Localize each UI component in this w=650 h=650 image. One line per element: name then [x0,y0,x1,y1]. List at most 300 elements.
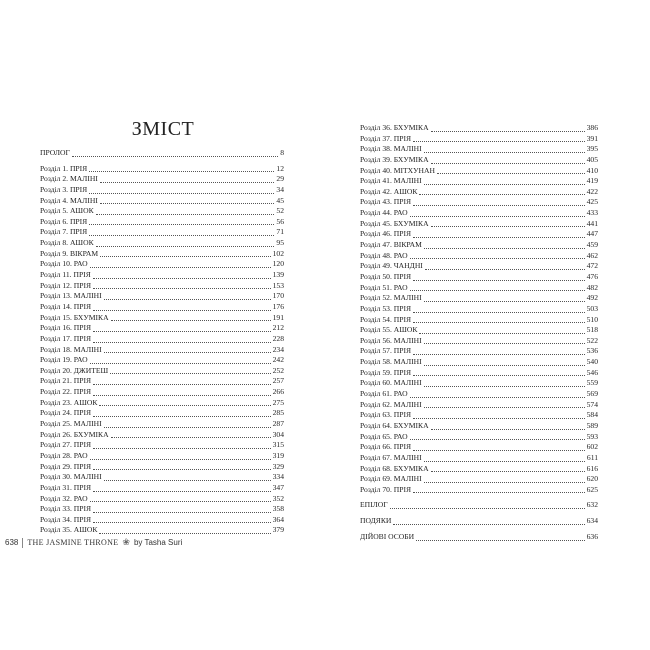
toc-entry [360,176,598,187]
dot-leader [413,312,585,313]
toc-entry-label: Розділ 41. МАЛІНІ [360,176,422,186]
toc-entry [360,389,598,400]
dot-leader [72,156,278,157]
book-title: THE JASMINE THRONE [27,538,119,547]
dot-leader [410,290,585,291]
toc-entry-page: 540 [586,357,598,367]
toc-entry-label: Розділ 39. БХУМІКА [360,154,429,164]
toc-entry-label: Розділ 60. МАЛІНІ [360,378,422,388]
toc-entry-label: Розділ 23. АШОК [40,397,98,407]
toc-entry-label: Розділ 65. РАО [360,431,408,441]
toc-entry-label: Розділ 46. ПРІЯ [360,229,412,239]
toc-entry [40,472,284,483]
dot-leader [89,171,274,172]
toc-entry-page: 410 [586,165,598,175]
toc-entry-page: 634 [586,516,598,526]
toc-entry-page: 636 [586,532,598,542]
toc-entry-label: Розділ 55. АШОК [360,325,418,335]
toc-entry-page: 510 [586,314,598,324]
toc-entry-page: 212 [272,323,284,333]
dot-leader [104,480,271,481]
dot-leader [93,416,271,417]
dot-leader [424,152,585,153]
dot-leader [90,363,271,364]
dot-leader [93,522,271,523]
toc-entry-label: Розділ 63. ПРІЯ [360,410,412,420]
toc-entry [40,462,284,473]
toc-entry-label: Розділ 15. БХУМІКА [40,312,109,322]
dot-leader [93,278,271,279]
toc-entry-page: 139 [272,270,284,280]
toc-entry-label: Розділ 37. ПРІЯ [360,133,412,143]
toc-entry-label: Розділ 31. ПРІЯ [40,482,92,492]
toc-entry [360,293,598,304]
toc-entry-page: 252 [272,365,284,375]
toc-entry-label: Розділ 62. МАЛІНІ [360,399,422,409]
toc-entry-page: 285 [272,408,284,418]
toc-entry-page: 518 [586,325,598,335]
toc-entry-page: 536 [586,346,598,356]
toc-entry-page: 275 [272,397,284,407]
toc-entry-label: Розділ 50. ПРІЯ [360,271,412,281]
dot-leader [413,141,585,142]
dot-leader [410,258,585,259]
toc-entry-page: 433 [586,208,598,218]
toc-entry [360,197,598,208]
toc-entry [360,261,598,272]
dot-leader [93,448,271,449]
toc-entry-page: 425 [586,197,598,207]
toc-entry-label: Розділ 22. ПРІЯ [40,387,92,397]
dot-leader [425,269,585,270]
toc-entry [360,421,598,432]
toc-entry-label: Розділ 64. БХУМІКА [360,420,429,430]
toc-entry-page: 589 [586,420,598,430]
toc-entry-label: Розділ 10. РАО [40,259,88,269]
toc-entry [40,313,284,324]
toc-entry [40,430,284,441]
dot-leader [424,365,585,366]
dot-leader [90,501,271,502]
toc-entry-page: 304 [272,429,284,439]
toc-entry-label: Розділ 3. ПРІЯ [40,184,88,194]
toc-entry-page: 632 [586,500,598,510]
toc-entry-page: 153 [272,280,284,290]
toc-entry-page: 170 [272,291,284,301]
toc-entry-label: Розділ 32. РАО [40,493,88,503]
toc-entry [40,217,284,228]
toc-entry [40,504,284,515]
dot-leader [413,375,585,376]
dot-leader [424,482,585,483]
toc-entry-label: Розділ 9. ВІКРАМ [40,248,99,258]
toc-entry-page: 386 [586,123,598,132]
toc-entry-page: 611 [586,452,598,462]
toc-entry [40,291,284,302]
toc-entry [40,148,284,159]
toc-entry-page: 347 [272,482,284,492]
toc-entry [360,474,598,485]
toc-entry-page: 492 [586,293,598,303]
toc-entry [360,304,598,315]
toc-entry-label: Розділ 17. ПРІЯ [40,333,92,343]
dot-leader [104,427,271,428]
toc-entry-page: 257 [272,376,284,386]
dot-leader [93,331,271,332]
dot-leader [89,224,274,225]
toc-entry [40,376,284,387]
toc-entry-label: Розділ 1. ПРІЯ [40,163,88,173]
toc-entry [360,357,598,368]
toc-entry-label: Розділ 40. МІТХУНАН [360,165,435,175]
toc-entry-page: 569 [586,389,598,399]
toc-entry-label: Розділ 2. МАЛІНІ [40,174,98,184]
dot-leader [413,280,585,281]
toc-entry-label: Розділ 29. ПРІЯ [40,461,92,471]
dot-leader [431,131,585,132]
toc-entry [40,281,284,292]
toc-entry-page: 228 [272,333,284,343]
toc-entry [360,346,598,357]
dot-leader [100,203,275,204]
dot-leader [93,512,271,513]
toc-entry-page: 602 [586,442,598,452]
dot-leader [104,299,271,300]
toc-entry [360,283,598,294]
dot-leader [110,373,270,374]
toc-entry [40,525,284,536]
dot-leader [424,407,585,408]
toc-entry-label: Розділ 7. ПРІЯ [40,227,88,237]
toc-entry-page: 45 [276,195,284,205]
toc-entry-label: Розділ 54. ПРІЯ [360,314,412,324]
dot-leader [431,226,585,227]
toc-entry [360,134,598,145]
dot-leader [413,322,585,323]
toc-entry [360,531,598,543]
toc-entry-page: 472 [586,261,598,271]
toc-entry-page: 546 [586,367,598,377]
page-title: ЗМІСТ [131,118,195,140]
dot-leader [90,267,271,268]
dot-leader [431,471,585,472]
dot-leader [93,342,271,343]
toc-entry-label: Розділ 19. РАО [40,355,88,365]
toc-entry-label: Розділ 28. РАО [40,450,88,460]
toc-entry-page: 559 [586,378,598,388]
toc-entry-label: Розділ 16. ПРІЯ [40,323,92,333]
dot-leader [390,508,585,509]
dot-leader [431,429,585,430]
dot-leader [111,437,271,438]
toc-entry [40,206,284,217]
dot-leader [424,461,585,462]
toc-entry [360,166,598,177]
toc-entry [360,240,598,251]
toc-entry-page: 616 [586,463,598,473]
toc-entry-label: Розділ 6. ПРІЯ [40,216,88,226]
dot-leader [413,354,585,355]
toc-entry [360,464,598,475]
toc-entry-label: Розділ 27. ПРІЯ [40,440,92,450]
toc-entry [360,453,598,464]
toc-entry-label: Розділ 47. ВІКРАМ [360,240,422,250]
toc-entry-page: 419 [586,176,598,186]
toc-entry-label: Розділ 26. БХУМІКА [40,429,109,439]
toc-entry-page: 287 [272,419,284,429]
dot-leader [424,184,585,185]
toc-entry-label: Розділ 34. ПРІЯ [40,514,92,524]
toc-entry [360,325,598,336]
toc-entry-label: Розділ 24. ПРІЯ [40,408,92,418]
toc-entry-page: 95 [276,238,284,248]
dot-leader [93,288,271,289]
toc-entry-page: 71 [276,227,284,237]
toc-entry-label: Розділ 38. МАЛІНІ [360,144,422,154]
toc-entry-label: Розділ 45. БХУМІКА [360,218,429,228]
toc-entry-page: 329 [272,461,284,471]
dot-leader [93,384,271,385]
toc-entry-page: 191 [272,312,284,322]
toc-entry-page: 584 [586,410,598,420]
toc-entry [40,238,284,249]
toc-entry-page: 102 [272,248,284,258]
toc-entry-page: 476 [586,271,598,281]
toc-entry-page: 12 [276,163,284,173]
toc-entry-label: Розділ 25. МАЛІНІ [40,419,102,429]
toc-entry [40,440,284,451]
toc-entry-label: Розділ 36. БХУМІКА [360,123,429,132]
toc-entry-label: Розділ 33. ПРІЯ [40,504,92,514]
toc-entry-label: Розділ 35. АШОК [40,525,98,535]
toc-entry [40,515,284,526]
toc-entry-page: 8 [280,148,284,157]
toc-entry-label: Розділ 51. РАО [360,282,408,292]
toc-entry-label: Розділ 59. ПРІЯ [360,367,412,377]
toc-entry-page: 422 [586,186,598,196]
dot-leader [96,214,275,215]
toc-entry [360,229,598,240]
toc-entry-page: 120 [272,259,284,269]
toc-entry-label: Розділ 66. ПРІЯ [360,442,412,452]
toc-entry-label: Розділ 18. МАЛІНІ [40,344,102,354]
toc-entry-page: 266 [272,387,284,397]
toc-entry-page: 405 [586,154,598,164]
toc-entry-label: Розділ 70. ПРІЯ [360,484,412,494]
toc-entry-label: Розділ 12. ПРІЯ [40,280,92,290]
dot-leader [413,450,585,451]
toc-entry-page: 242 [272,355,284,365]
toc-entry-label: Розділ 53. ПРІЯ [360,303,412,313]
toc-entry [40,323,284,334]
toc-entry [40,302,284,313]
toc-entry-label: Розділ 5. АШОК [40,206,94,216]
dot-leader [93,491,271,492]
dot-leader [410,397,585,398]
toc-entry-page: 176 [272,301,284,311]
dot-leader [410,439,585,440]
toc-entry-page: 447 [586,229,598,239]
dot-leader [93,310,271,311]
dot-leader [100,182,275,183]
toc-entry-label: Розділ 11. ПРІЯ [40,270,91,280]
toc-entry-page: 391 [586,133,598,143]
toc-entry-page: 364 [272,514,284,524]
dot-leader [89,193,274,194]
toc-entry-label: Розділ 57. ПРІЯ [360,346,412,356]
toc-entry [40,174,284,185]
toc-entry [40,387,284,398]
toc-entry-page: 441 [586,218,598,228]
toc-entry [40,483,284,494]
toc-entry-label: Розділ 52. МАЛІНІ [360,293,422,303]
toc-entry-label: Розділ 30. МАЛІНІ [40,472,102,482]
toc-entry [360,336,598,347]
toc-entry [360,515,598,527]
toc-entry [360,219,598,230]
toc-entry [40,419,284,430]
dot-leader [413,237,585,238]
toc-entry-page: 358 [272,504,284,514]
footer-divider [22,538,23,548]
toc-entry-label: Розділ 42. АШОК [360,186,418,196]
toc-entry-page: 315 [272,440,284,450]
toc-entry-page: 620 [586,474,598,484]
toc-entry [360,187,598,198]
toc-entry-page: 34 [276,184,284,194]
dot-leader [100,256,271,257]
dot-leader [424,301,585,302]
toc-entry-page: 462 [586,250,598,260]
toc-entry-page: 352 [272,493,284,503]
toc-entry [360,485,598,496]
toc-entry [360,400,598,411]
dot-leader [437,173,585,174]
dot-leader [419,194,584,195]
toc-entry-page: 319 [272,450,284,460]
toc-entry [40,164,284,175]
toc-entry [360,432,598,443]
toc-entry-label: Розділ 43. ПРІЯ [360,197,412,207]
toc-entry-label: Розділ 56. МАЛІНІ [360,335,422,345]
toc-entry [360,368,598,379]
toc-entry-page: 482 [586,282,598,292]
toc-entry [360,410,598,421]
dot-leader [89,235,274,236]
dot-leader [424,343,585,344]
toc-entry [40,185,284,196]
toc-entry-label: Розділ 13. МАЛІНІ [40,291,102,301]
author-name: by Tasha Suri [133,538,183,547]
toc-entry [40,355,284,366]
toc-entry [360,144,598,155]
dot-leader [90,459,271,460]
toc-entry-page: 625 [586,484,598,494]
page-number: 638 [5,538,19,547]
toc-entry-label: Розділ 14. ПРІЯ [40,301,92,311]
toc-entry-page: 29 [276,174,284,184]
toc-entry [360,378,598,389]
toc-entry [360,499,598,511]
dot-leader [424,386,585,387]
toc-entry-page: 459 [586,240,598,250]
toc-right-column [360,123,598,543]
toc-entry-label: Розділ 49. ЧАНДНІ [360,261,423,271]
toc-entry-label: Розділ 68. БХУМІКА [360,463,429,473]
dot-leader [99,533,270,534]
toc-entry-label: Розділ 21. ПРІЯ [40,376,92,386]
toc-entry-page: 234 [272,344,284,354]
dot-leader [410,216,585,217]
toc-entry-label: Розділ 69. МАЛІНІ [360,474,422,484]
dot-leader [413,418,585,419]
dot-leader [104,352,271,353]
toc-entry-label: Розділ 67. МАЛІНІ [360,452,422,462]
dot-leader [393,524,584,525]
ornament-icon: ❀ [122,537,130,547]
toc-entry [40,196,284,207]
toc-entry [360,272,598,283]
dot-leader [93,469,271,470]
page-footer [5,537,182,548]
toc-entry-label: ЕПІЛОГ [360,500,388,510]
toc-entry-label: Розділ 44. РАО [360,208,408,218]
dot-leader [413,205,585,206]
toc-entry [360,251,598,262]
toc-entry-label: Розділ 20. ДЖИТЕШ [40,365,109,375]
toc-entry [40,408,284,419]
toc-entry [40,345,284,356]
toc-entry-label: Розділ 58. МАЛІНІ [360,357,422,367]
toc-entry [40,249,284,260]
toc-entry-label: Розділ 48. РАО [360,250,408,260]
toc-entry [360,208,598,219]
toc-entry-page: 593 [586,431,598,441]
toc-entry-label: ПРОЛОГ [40,148,70,157]
toc-entry [360,123,598,134]
toc-entry-label: ДІЙОВІ ОСОБИ [360,532,415,542]
toc-left-column [40,148,284,536]
toc-entry [40,451,284,462]
toc-entry [40,334,284,345]
toc-entry-page: 522 [586,335,598,345]
toc-entry-label: Розділ 61. РАО [360,389,408,399]
dot-leader [424,248,585,249]
toc-entry-label: ПОДЯКИ [360,516,392,526]
toc-entry [40,270,284,281]
toc-entry [360,155,598,166]
toc-entry-page: 574 [586,399,598,409]
dot-leader [416,540,584,541]
toc-entry [40,366,284,377]
toc-entry [360,315,598,326]
toc-entry-label: Розділ 8. АШОК [40,238,94,248]
toc-entry-page: 334 [272,472,284,482]
dot-leader [431,163,585,164]
toc-entry [40,227,284,238]
toc-entry-page: 52 [276,206,284,216]
toc-entry [40,494,284,505]
dot-leader [419,333,584,334]
dot-leader [99,405,270,406]
dot-leader [93,395,271,396]
toc-entry-page: 503 [586,303,598,313]
toc-entry [40,259,284,270]
toc-entry [40,398,284,409]
toc-entry-page: 56 [276,216,284,226]
toc-entry-page: 395 [586,144,598,154]
dot-leader [413,492,585,493]
